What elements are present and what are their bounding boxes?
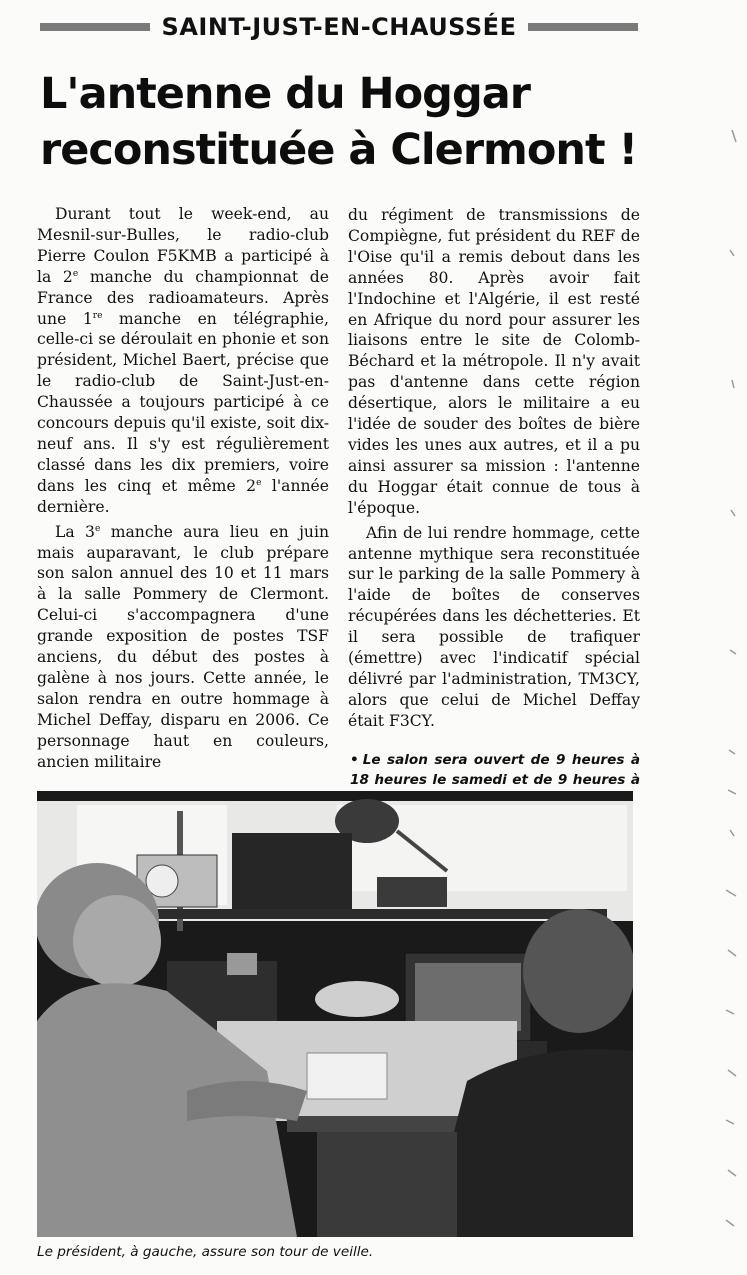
scan-edge-marks bbox=[714, 130, 740, 1260]
section-kicker: SAINT-JUST-EN-CHAUSSÉE bbox=[161, 13, 517, 41]
article-photo bbox=[37, 791, 633, 1237]
kicker-bar bbox=[40, 10, 638, 44]
bullet-icon: • bbox=[350, 751, 359, 768]
article-headline: L'antenne du Hoggar reconstituée à Clermont ! bbox=[40, 69, 638, 175]
paragraph: Afin de lui rendre hommage, cette antenne mythique sera reconstituée sur le parking de la salle Pommery à l'aide de boîtes de conserves récupérées dans les déchetteries. Et il sera possible de trafiquer (émettre) avec l'indicatif spécial délivré par l'administration, TM3CY, alors que celui de Michel Deffay était F3CY. bbox=[348, 523, 640, 730]
paragraph: Durant tout le week-end, au Mesnil-sur-Bulles, le radio-club Pierre Coulon F5KMB a participé à la 2e manche du championnat de France des radioamateurs. Après une 1re manche en télégraphie, celle-ci se déroulait en phonie et son président, Michel Baert, précise que le radio-club de Saint-Just-en-Chaussée a toujours participé à ce concours depuis qu'il existe, soit dix-neuf ans. Il s'y est régulièrement classé dans les dix premiers, voire dans les cinq et même 2e l'année dernière. bbox=[37, 205, 329, 516]
kicker-rule-left bbox=[40, 23, 150, 31]
paragraph: du régiment de transmissions de Compiègne, fut président du REF de l'Oise qu'il a remis debout dans les années 80. Après avoir fait l'Indochine et l'Algérie, il est resté en Afrique du nord pour assurer les liaisons entre le site de Colomb-Béchard et la métropole. Il n'y avait pas d'antenne dans cette région désertique, alors le militaire a eu l'idée de souder des boîtes de bière vides les unes aux autres, et il a pu ainsi assurer sa mission : l'antenne du Hoggar était connue de tous à l'époque. bbox=[348, 206, 640, 517]
opening-hours-note: • Le salon sera ouvert de 9 heures à 18 heures le samedi et de 9 heures à bbox=[350, 751, 640, 788]
photo-caption: Le président, à gauche, assure son tour de veille. bbox=[37, 1244, 374, 1260]
kicker-rule-right bbox=[528, 23, 638, 31]
radio-station-photo bbox=[37, 791, 633, 1237]
paragraph: La 3e manche aura lieu en juin mais auparavant, le club prépare son salon annuel des 10 et 11 mars à la salle Pommery de Clermont. Celui-ci s'accompagnera d'une grande exposition de postes TSF anciens, du début des postes à galène à nos jours. Cette année, le salon rendra en outre hommage à Michel Deffay, disparu en 2006. Ce personnage haut en couleurs, ancien militaire bbox=[37, 522, 329, 771]
article-column-right bbox=[348, 205, 640, 810]
article-column-left bbox=[37, 204, 329, 772]
